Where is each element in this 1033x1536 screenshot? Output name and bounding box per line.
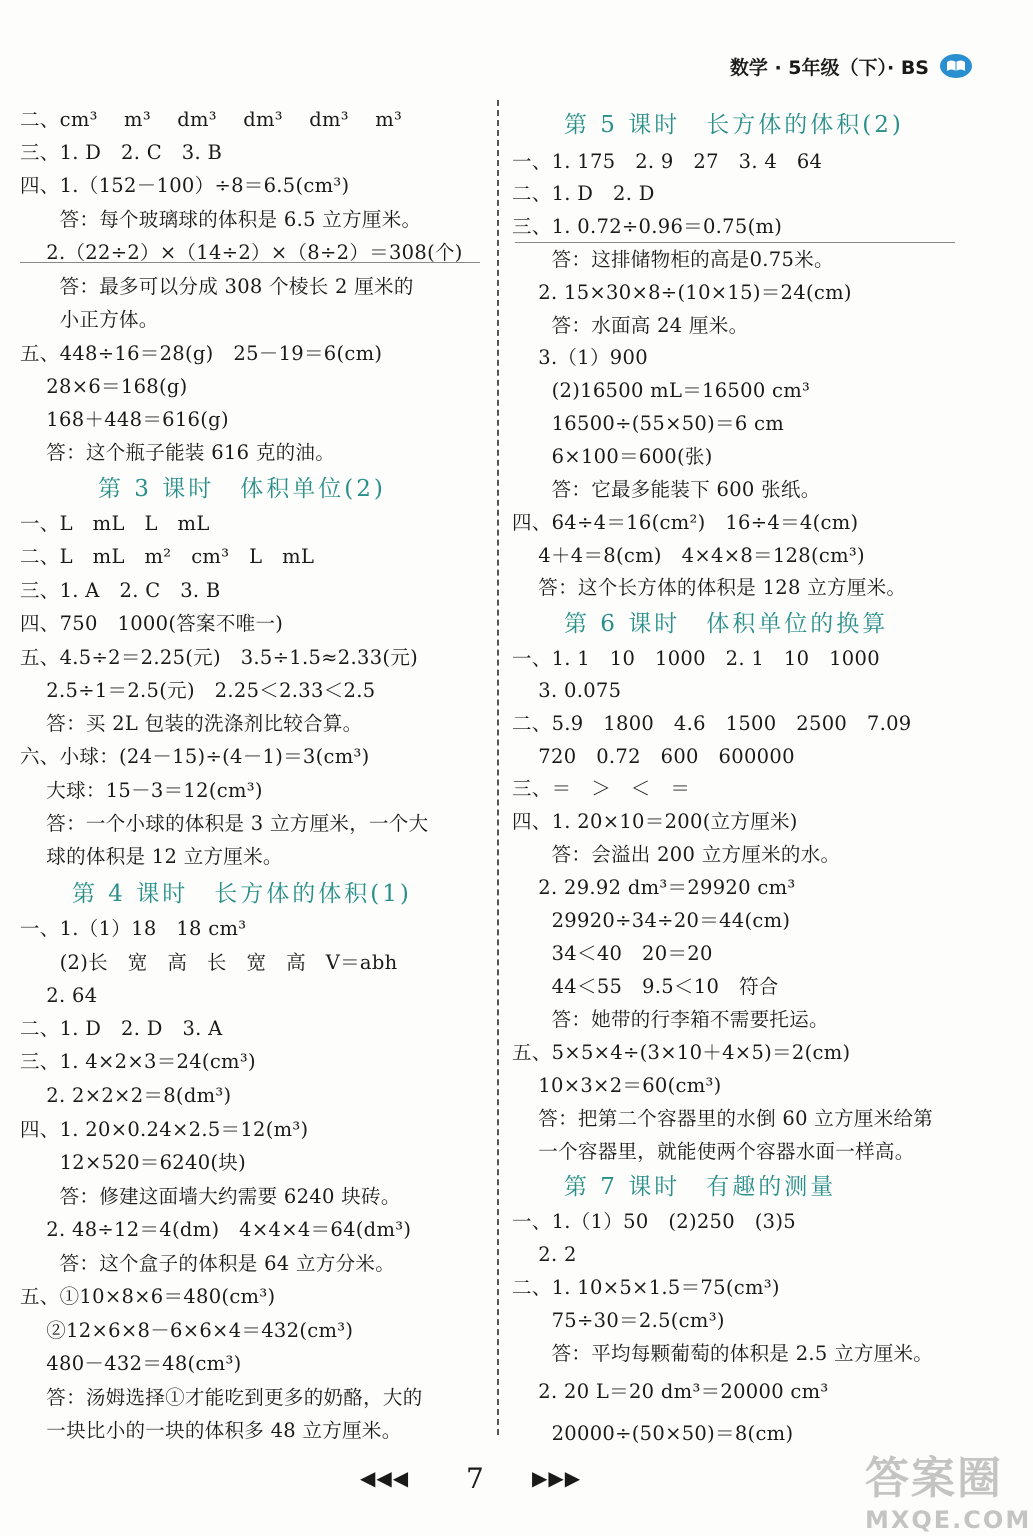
answer-line: 168＋448＝616(g) <box>20 408 229 431</box>
answer-line: 二、1. D 2. D <box>512 182 655 205</box>
answer-line: 答：这个盒子的体积是 64 立方分米。 <box>20 1252 396 1275</box>
answer-line: 一、1.（1）18 18 cm³ <box>20 917 247 940</box>
answer-line: 2. 15×30×8÷(10×15)＝24(cm) <box>512 281 852 304</box>
answer-line: 16500÷(55×50)＝6 cm <box>512 412 785 435</box>
answer-line: 三、1. 0.72÷0.96＝0.75(m) <box>512 215 783 238</box>
answer-line: 四、750 1000(答案不唯一) <box>20 612 284 635</box>
prev-arrows-icon: ◀◀◀ <box>360 1466 410 1490</box>
answer-line: 44＜55 9.5＜10 符合 <box>512 975 779 998</box>
answer-line: 2. 64 <box>20 984 98 1007</box>
answer-line: 2. 29.92 dm³＝29920 cm³ <box>512 876 796 899</box>
answer-line: 20000÷(50×50)＝8(cm) <box>512 1422 794 1445</box>
answer-line: 6×100＝600(张) <box>512 445 713 468</box>
answer-line: 二、1. 10×5×1.5＝75(cm³) <box>512 1276 780 1299</box>
watermark-cn: 答案圈 <box>865 1453 1003 1504</box>
answer-line: 答：会溢出 200 立方厘米的水。 <box>512 843 841 866</box>
answer-line: 4＋4＝8(cm) 4×4×8＝128(cm³) <box>512 544 865 567</box>
answer-line: 一、L mL L mL <box>20 512 210 535</box>
watermark-en: MXQE.COM <box>865 1506 1032 1534</box>
watermark-logo <box>865 1442 1032 1534</box>
page-header <box>730 50 973 82</box>
lesson-title: 第 3 课时 体积单位(2) <box>20 476 386 502</box>
answer-line: 小正方体。 <box>20 308 159 331</box>
answer-line: (2)16500 mL＝16500 cm³ <box>512 379 811 402</box>
answer-line: 三、1. A 2. C 3. B <box>20 579 221 602</box>
answer-line: 480－432＝48(cm³) <box>20 1352 242 1375</box>
answer-line: 答：最多可以分成 308 个棱长 2 厘米的 <box>20 275 414 298</box>
answer-line: 一块比小的一块的体积多 48 立方厘米。 <box>20 1419 402 1442</box>
answer-line: 五、①10×8×6＝480(cm³) <box>20 1285 276 1308</box>
answer-line: (2)长 宽 高 长 宽 高 V＝abh <box>20 951 398 974</box>
lesson-title: 第 6 课时 体积单位的换算 <box>512 611 889 637</box>
answer-line: 四、1. 20×0.24×2.5＝12(m³) <box>20 1118 309 1141</box>
answer-line: 答：水面高 24 厘米。 <box>512 314 749 337</box>
lesson-title: 第 5 课时 长方体的体积(2) <box>512 112 904 138</box>
answer-line: 大球：15－3＝12(cm³) <box>20 779 263 802</box>
answer-line: 答：这排储物柜的高是0.75米。 <box>512 248 834 271</box>
answer-line: 答：平均每颗葡萄的体积是 2.5 立方厘米。 <box>512 1342 934 1365</box>
answer-line: 2. 2×2×2＝8(dm³) <box>20 1084 232 1107</box>
answer-line: 答：一个小球的体积是 3 立方厘米，一个大 <box>20 812 429 835</box>
answer-line: 一、1.（1）50 (2)250 (3)5 <box>512 1210 796 1233</box>
book-icon <box>939 53 973 79</box>
answer-line: 34＜40 20＝20 <box>512 942 713 965</box>
answer-line: 三、1. 4×2×3＝24(cm³) <box>20 1050 256 1073</box>
answer-line: 二、cm³ m³ dm³ dm³ dm³ m³ <box>20 108 403 131</box>
answer-line: 2.5÷1＝2.5(元) 2.25＜2.33＜2.5 <box>20 679 376 702</box>
answer-line: 12×520＝6240(块) <box>20 1151 247 1174</box>
answer-line: 2.（22÷2）×（14÷2）×（8÷2）＝308(个) <box>20 241 463 264</box>
answer-line: 答：它最多能装下 600 张纸。 <box>512 478 821 501</box>
answer-line: 2. 48÷12＝4(dm) 4×4×4＝64(dm³) <box>20 1218 412 1241</box>
answer-line: 五、5×5×4÷(3×10＋4×5)＝2(cm) <box>512 1041 851 1064</box>
answer-line: 答：她带的行李箱不需要托运。 <box>512 1008 829 1031</box>
lesson-title: 第 4 课时 长方体的体积(1) <box>20 881 412 907</box>
answer-line: 答：这个长方体的体积是 128 立方厘米。 <box>512 576 907 599</box>
answer-line: 答：每个玻璃球的体积是 6.5 立方厘米。 <box>20 208 422 231</box>
answer-line: 720 0.72 600 600000 <box>512 745 795 768</box>
answer-line: 一、1. 175 2. 9 27 3. 4 64 <box>512 150 823 173</box>
answer-line: 一个容器里，就能使两个容器水面一样高。 <box>512 1140 915 1163</box>
answer-line: 答：汤姆选择①才能吃到更多的奶酪，大的 <box>20 1386 423 1409</box>
answer-line: 答：把第二个容器里的水倒 60 立方厘米给第 <box>512 1107 934 1130</box>
answer-line: 答：这个瓶子能装 616 克的油。 <box>20 441 336 464</box>
header-rule-right <box>515 242 955 243</box>
next-arrows-icon: ▶▶▶ <box>532 1466 582 1490</box>
answer-line: 28×6＝168(g) <box>20 375 188 398</box>
answer-line: 一、1. 1 10 1000 2. 1 10 1000 <box>512 647 880 670</box>
column-divider <box>497 100 499 1435</box>
header-title: 数学 · 5年级（下）· BS <box>729 56 929 79</box>
answer-line: 二、5.9 1800 4.6 1500 2500 7.09 <box>512 712 912 735</box>
answer-line: 六、小球：(24－15)÷(4－1)＝3(cm³) <box>20 745 370 768</box>
answer-line: 球的体积是 12 立方厘米。 <box>20 845 283 868</box>
answer-line: ②12×6×8－6×6×4＝432(cm³) <box>20 1319 354 1342</box>
page-number: 7 <box>466 1462 484 1495</box>
answer-line: 答：修建这面墙大约需要 6240 块砖。 <box>20 1185 401 1208</box>
answer-line: 3.（1）900 <box>512 346 648 369</box>
answer-line: 三、1. D 2. C 3. B <box>20 141 223 164</box>
answer-line: 3. 0.075 <box>512 679 622 702</box>
answer-line: 75÷30＝2.5(cm³) <box>512 1309 725 1332</box>
answer-line: 29920÷34÷20＝44(cm) <box>512 909 791 932</box>
answer-line: 四、1. 20×10＝200(立方厘米) <box>512 810 798 833</box>
answer-line: 二、1. D 2. D 3. A <box>20 1017 223 1040</box>
answer-line: 五、4.5÷2＝2.25(元) 3.5÷1.5≈2.33(元) <box>20 646 419 669</box>
answer-line: 答：买 2L 包装的洗涤剂比较合算。 <box>20 712 363 735</box>
answer-line: 四、1.（152－100）÷8＝6.5(cm³) <box>20 174 350 197</box>
answer-line: 二、L mL m² cm³ L mL <box>20 545 315 568</box>
answer-line: 2. 2 <box>512 1243 577 1266</box>
answer-line: 2. 20 L＝20 dm³＝20000 cm³ <box>512 1380 829 1403</box>
answer-line: 四、64÷4＝16(cm²) 16÷4＝4(cm) <box>512 511 859 534</box>
answer-line: 10×3×2＝60(cm³) <box>512 1074 722 1097</box>
answer-line: 三、＝ ＞ ＜ ＝ <box>512 777 691 800</box>
lesson-title: 第 7 课时 有趣的测量 <box>512 1174 837 1200</box>
answer-line: 五、448÷16＝28(g) 25－19＝6(cm) <box>20 342 383 365</box>
